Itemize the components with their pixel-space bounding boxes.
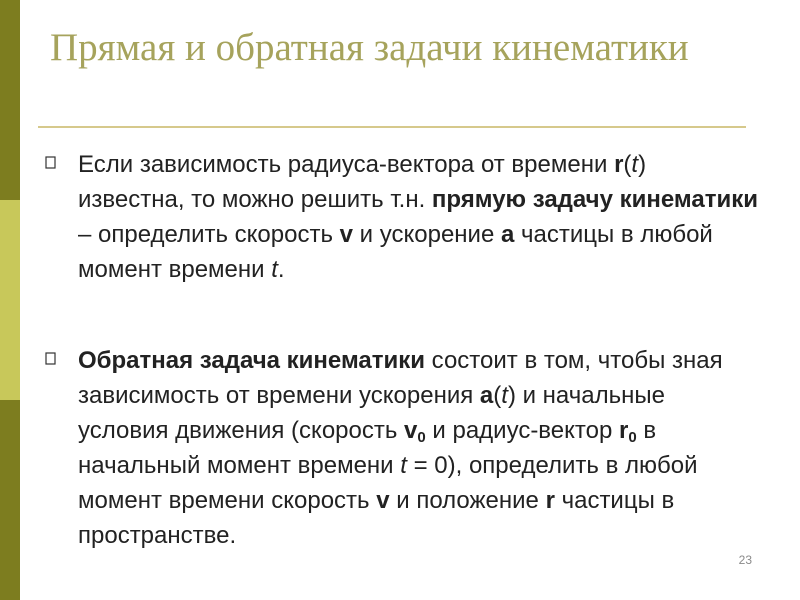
text-run: и положение [389,487,546,514]
text-run: Если зависимость радиуса-вектора от времени [78,151,615,178]
vector-a: a [500,221,515,248]
hollow-square-bullet-icon [45,352,56,365]
sidebar-segment-middle [0,200,20,400]
sidebar-segment-top [0,0,20,200]
text-run: ( [493,382,502,409]
bullet-text [78,147,758,287]
text-run: – определить скорость [78,221,340,248]
vector-v: v [404,417,418,444]
text-run: и радиус-вектор [425,417,619,444]
text-run: ) и начальные условия движения (скорость [78,382,665,444]
variable-t: t [271,256,278,283]
variable-t: t [400,452,407,479]
variable-t: t [631,151,639,178]
subscript-zero: 0 [417,429,426,446]
text-run: ( [623,151,632,178]
vector-v: v [339,221,353,248]
variable-t: t [501,382,508,409]
vector-r: r [614,151,624,178]
text-run: частицы в любой момент времени [78,221,713,283]
page-number: 23 [738,553,752,567]
title-divider [38,126,746,128]
vector-v: v [376,487,390,514]
slide-title: Прямая и обратная задачи кинематики [50,26,689,69]
text-run: в начальный момент времени [78,417,657,479]
sidebar-segment-bottom [0,400,20,600]
term-direct-problem: прямую задачу кинематики [431,186,758,213]
vector-a: a [479,382,494,409]
text-run: = 0), определить в любой момент времени скорость [78,452,698,514]
text-run: состоит в том, чтобы зная зависимость от времени ускорения [78,347,723,409]
bullet-text [78,343,758,553]
subscript-zero: 0 [628,429,637,446]
text-run: и ускорение [353,221,501,248]
text-run: . [277,256,285,283]
term-inverse-problem: Обратная задача кинематики [78,347,426,374]
vector-r: r [619,417,629,444]
decorative-sidebar [0,0,20,600]
text-run: ) известна, то можно решить т.н. [78,151,647,213]
text-run: частицы в пространстве. [78,487,675,549]
hollow-square-bullet-icon [45,156,56,169]
vector-r: r [545,487,555,514]
